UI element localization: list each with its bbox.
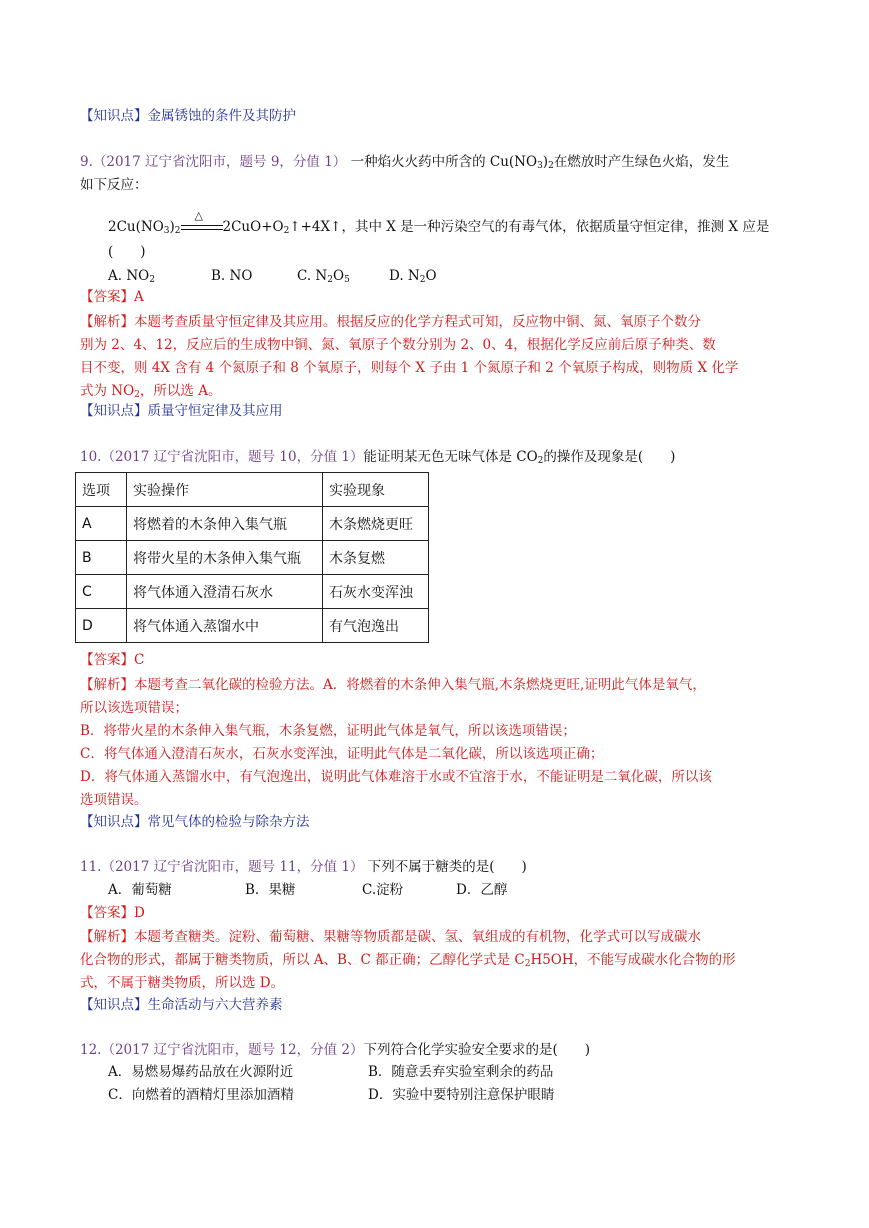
q9-option-a: A. $NO_2$ — [108, 268, 155, 285]
q9-analysis-line4: 式为 $NO_2$，所以选 A。 — [80, 383, 222, 400]
q9-option-d: D. $N_2O$ — [389, 268, 437, 285]
table-header-row — [76, 473, 429, 507]
q11-answer — [80, 903, 145, 923]
q9-option-c: C. $N_2O_5$ — [297, 268, 350, 285]
q10-analysis-line3: B．将带火星的木条伸入集气瓶，木条复燃，证明此气体是氧气，所以该选项错误； — [80, 723, 576, 739]
kp-text: 常见气体的检验与除杂方法 — [147, 814, 310, 830]
q12-option-c: C．向燃着的酒精灯里添加酒精 — [108, 1087, 294, 1103]
q9-analysis-line3: 目不变，则 4X 含有 4 个氮原子和 8 个氧原子，则每个 X 子由 1 个氮原子和 2 个氧原子构成，则物质 X 化学 — [80, 360, 739, 376]
q11-analysis-line3: 式，不属于糖类物质，所以选 D。 — [80, 975, 285, 991]
kp-label: 【知识点】 — [80, 403, 148, 419]
table-header-cell: 实验现象 — [323, 473, 429, 507]
kp-line-q9 — [80, 401, 283, 421]
q11-analysis-line1: 【解析】本题考查糖类。淀粉、葡萄糖、果糖等物质都是碳、氢、氧组成的有机物，化学式可以写成碳水 — [80, 929, 701, 945]
q9-text-b: 在燃放时产生绿色火焰，发生 — [553, 154, 730, 170]
kp-text: 质量守恒定律及其应用 — [147, 403, 283, 419]
kp-text: 生命活动与六大营养素 — [147, 997, 283, 1013]
analysis-label: 【解析】 — [80, 677, 134, 693]
q10-answer — [80, 650, 144, 670]
q11-option-d: D．乙醇 — [456, 882, 508, 898]
table-row: B 将带火星的木条伸入集气瓶 木条复燃 — [76, 541, 429, 575]
q10-analysis-line5: D．将气体通入蒸馏水中，有气泡逸出，说明此气体难溶于水或不宜溶于水，不能证明是二氧化碳，所以该 — [80, 769, 712, 785]
kp-line-q11 — [80, 995, 283, 1015]
answer-label: 【答案】 — [80, 905, 134, 921]
table-row: D 将气体通入蒸馏水中 有气泡逸出 — [76, 609, 429, 643]
q9-analysis-line1: 【解析】本题考查质量守恒定律及其应用。根据反应的化学方程式可知，反应物中铜、氮、氧原子个数分 — [80, 314, 701, 330]
q11-head: 11.（2017 辽宁省沈阳市，题号 11，分值 1） — [80, 859, 364, 875]
answer-label: 【答案】 — [80, 652, 134, 668]
q12-stem: 12.（2017 辽宁省沈阳市，题号 12，分值 2）下列符合化学实验安全要求的是( ) — [80, 1042, 591, 1058]
q9-equation: $2Cu(NO_3)_2$ △ $2CuO+O_2↑+4X↑$，其中 X 是一种污染空气的有毒气体，依据质量守恒定律，推测 X 应是 — [108, 208, 770, 236]
answer-value: A — [134, 289, 144, 305]
answer-value: C — [134, 652, 145, 668]
q10-stem: 10.（2017 辽宁省沈阳市，题号 10，分值 1）能证明某无色无味气体是 $CO_2$的操作及现象是( ) — [80, 449, 676, 466]
q10-analysis-line4: C．将气体通入澄清石灰水，石灰水变浑浊，证明此气体是二氧化碳，所以该选项正确； — [80, 746, 604, 762]
q10-analysis-line1: 【解析】本题考查二氧化碳的检验方法。A．将燃着的木条伸入集气瓶,木条燃烧更旺,证明此气体是氧气， — [80, 677, 706, 693]
q9-answer — [80, 287, 144, 307]
q10-analysis-line2: 所以该选项错误； — [80, 700, 188, 716]
q10-head: 10.（2017 辽宁省沈阳市，题号 10，分值 1） — [80, 449, 364, 465]
q9-stem-line1: 9.（2017 辽宁省沈阳市，题号 9，分值 1） 一种焰火火药中所含的 $Cu(NO_3)_2$在燃放时产生绿色火焰，发生 — [80, 154, 730, 171]
q11-option-b: B．果糖 — [245, 882, 296, 898]
q9-option-b: B. NO — [211, 268, 253, 284]
table-row: A 将燃着的木条伸入集气瓶 木条燃烧更旺 — [76, 507, 429, 541]
q12-option-a: A．易燃易爆药品放在火源附近 — [108, 1064, 294, 1080]
q11-option-c: C.淀粉 — [362, 882, 404, 898]
answer-value: D — [134, 905, 145, 921]
kp-line-q8 — [80, 106, 296, 126]
analysis-label: 【解析】 — [80, 314, 134, 330]
q9-text-a: 一种焰火火药中所含的 Cu(NO — [346, 154, 538, 170]
q12-head: 12.（2017 辽宁省沈阳市，题号 12，分值 2） — [80, 1042, 364, 1058]
q9-paren: ( ) — [108, 244, 146, 260]
q10-analysis-line6: 选项错误。 — [80, 792, 148, 808]
q12-option-b: B．随意丢弃实验室剩余的药品 — [368, 1064, 554, 1080]
analysis-label: 【解析】 — [80, 929, 134, 945]
kp-text: 金属锈蚀的条件及其防护 — [147, 108, 296, 124]
q9-head: 9.（2017 辽宁省沈阳市，题号 9，分值 1） — [80, 154, 347, 170]
q9-analysis-line2: 别为 2、4、12，反应后的生成物中铜、氮、氧原子个数分别为 2、0、4，根据化学反应前后原子种类、数 — [80, 337, 716, 353]
kp-label: 【知识点】 — [80, 997, 148, 1013]
table-header-cell: 实验操作 — [127, 473, 323, 507]
experiment-table — [75, 472, 429, 643]
heat-arrow-icon: △ — [181, 222, 223, 234]
answer-label: 【答案】 — [80, 289, 134, 305]
table-row: C 将气体通入澄清石灰水 石灰水变浑浊 — [76, 575, 429, 609]
q11-analysis-line2: 化合物的形式，都属于糖类物质，所以 A、B、C 都正确；乙醇化学式是 $C_2H5OH$，不能写成碳水化合物的形 — [80, 952, 736, 969]
kp-label: 【知识点】 — [80, 108, 148, 124]
kp-line-q10 — [80, 812, 310, 832]
q11-option-a: A．葡萄糖 — [108, 882, 172, 898]
q11-stem: 11.（2017 辽宁省沈阳市，题号 11，分值 1） 下列不属于糖类的是( ) — [80, 859, 527, 875]
table-header-cell: 选项 — [76, 473, 127, 507]
kp-label: 【知识点】 — [80, 814, 148, 830]
q9-stem-line2: 如下反应： — [80, 177, 148, 193]
q12-option-d: D．实验中要特别注意保护眼睛 — [368, 1087, 555, 1103]
